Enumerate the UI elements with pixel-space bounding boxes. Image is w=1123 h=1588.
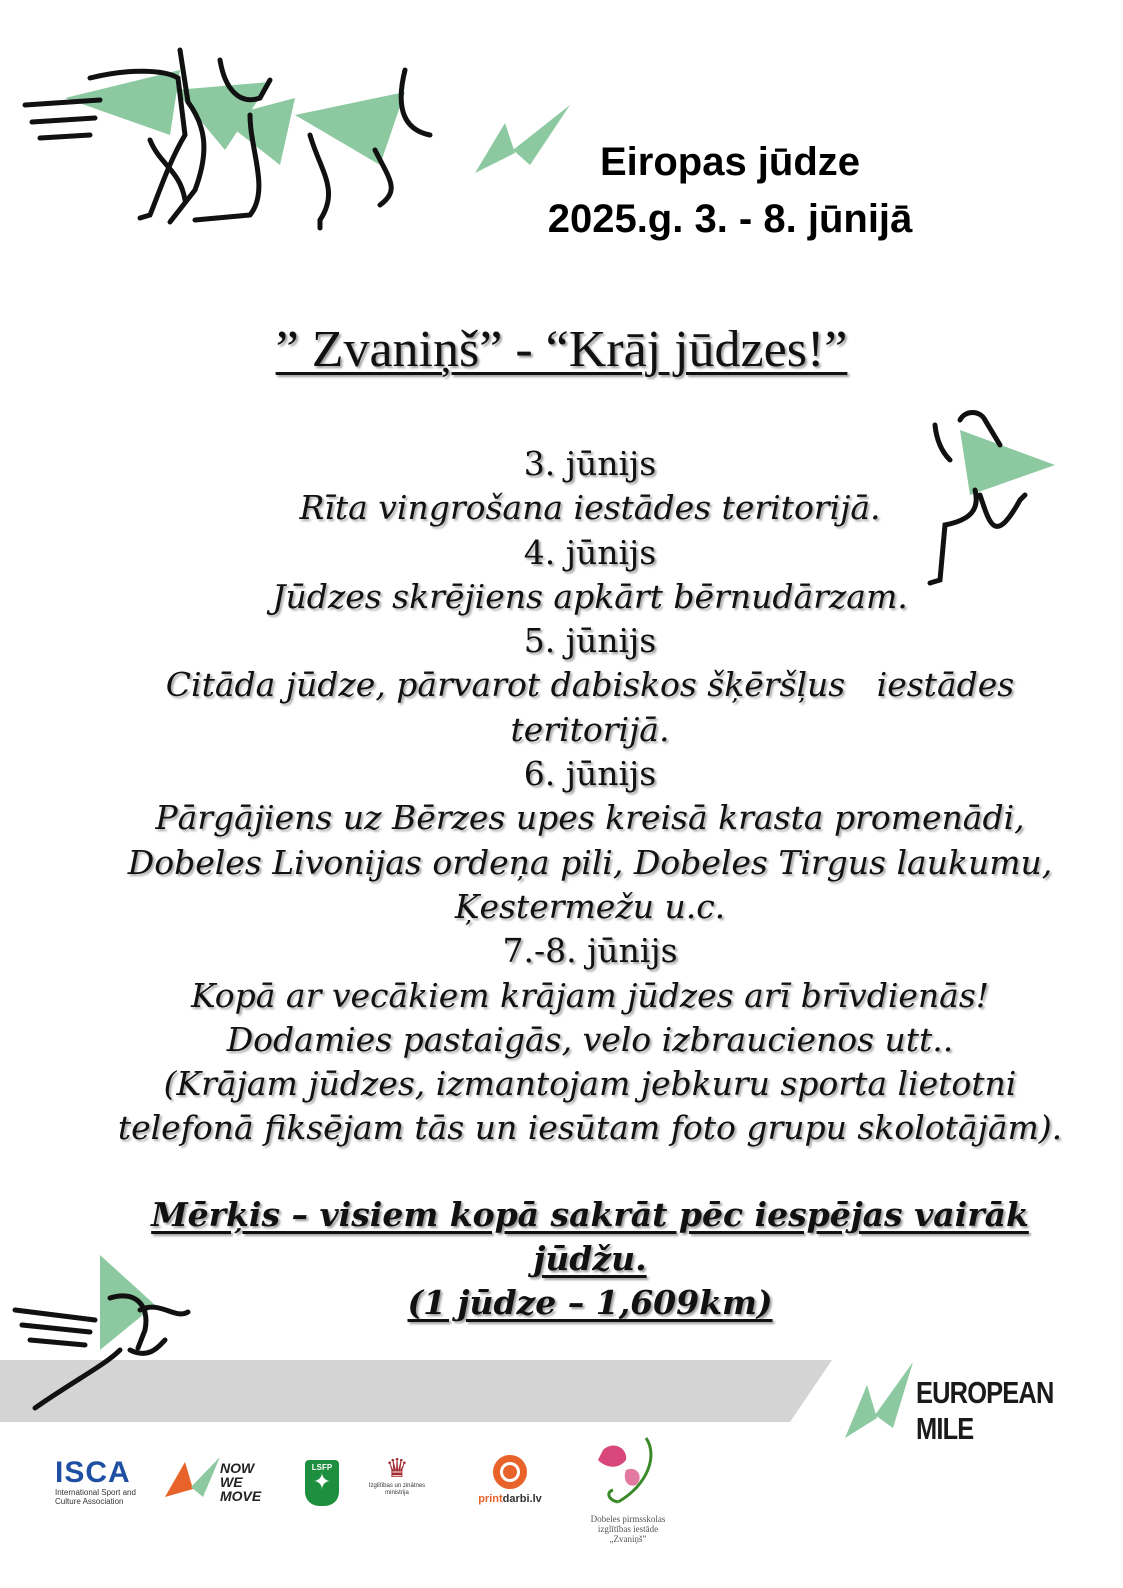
schedule-date: 3. jūnijs — [523, 444, 657, 483]
main-title: ” Zvaniņš” - “Krāj jūdzes!” — [275, 321, 848, 378]
schedule-date: 7.-8. jūnijs — [502, 931, 678, 971]
printdarbi-icon — [493, 1455, 527, 1489]
event-title: Eiropas jūdze — [599, 140, 861, 184]
izm-logo: ♛ Izglītības un zinātnes ministrija — [362, 1455, 432, 1497]
schedule-activity: Ķestermežu u.c. — [454, 886, 726, 926]
schedule-activity: Dobeles Livonijas ordeņa pili, Dobeles Tirgus laukumu, — [127, 842, 1053, 882]
bellflower-icon — [588, 1430, 668, 1510]
runners-illustration — [20, 40, 450, 240]
coat-of-arms-icon: ♛ — [385, 1454, 409, 1484]
lsfp-logo: LSFP ✦ — [305, 1460, 339, 1506]
now-we-move-logo — [165, 1455, 285, 1504]
printdarbi-logo: printdarbi.lv — [470, 1455, 550, 1505]
schedule-activity: Pārgājiens uz Bērzes upes kreisā krasta promenādi, — [155, 798, 1025, 838]
nwm-text: NOW — [220, 1460, 255, 1476]
schedule-activity: Kopā ar vecākiem krājam jūdzes arī brīvdienās! — [190, 975, 990, 1015]
zvanins-school-logo: Dobeles pirmsskolas izglītības iestāde „Zvaniņš” — [578, 1430, 678, 1544]
now-we-move-icon — [165, 1457, 225, 1499]
isca-logo: ISCA International Sport and Culture Association — [55, 1456, 136, 1506]
lsfp-figure-icon: ✦ — [312, 1470, 332, 1495]
schedule-activity: (Krājam jūdzes, izmantojam jebkuru sporta lietotni — [163, 1064, 1017, 1104]
goal-line: Mērķis – visiem kopā sakrāt pēc iespējas vairāk jūdžu. — [151, 1195, 1029, 1278]
nwm-text: WE MOVE — [220, 1474, 262, 1504]
european-mile-wordmark: EUROPEAN MILE — [916, 1375, 1054, 1446]
goal-statement — [90, 1193, 1090, 1325]
schedule-activity: teritorijā. — [510, 709, 670, 749]
schedule-activity: Dodamies pastaigās, velo izbraucienos utt.. — [226, 1019, 954, 1059]
event-dates: 2025.g. 3. - 8. jūnijā — [547, 197, 913, 241]
schedule-activity: Citāda jūdze, pārvarot dabiskos šķēršļus iestādes — [165, 665, 1015, 705]
european-mile-logo — [845, 1360, 915, 1440]
schedule-activity: telefonā fiksējam tās un iesūtam foto grupu skolotājām). — [117, 1108, 1063, 1148]
goal-conversion: (1 jūdze – 1,609km) — [407, 1283, 773, 1322]
schedule-date: 4. jūnijs — [523, 532, 657, 572]
schedule — [90, 442, 1090, 1151]
schedule-activity: Jūdzes skrējiens apkārt bērnudārzam. — [272, 576, 908, 616]
runner-illustration-bottom — [10, 1250, 210, 1420]
schedule-date: 5. jūnijs — [523, 621, 657, 661]
schedule-date: 6. jūnijs — [523, 754, 657, 794]
schedule-activity: Rīta vingrošana iestādes teritorijā. — [299, 488, 881, 528]
